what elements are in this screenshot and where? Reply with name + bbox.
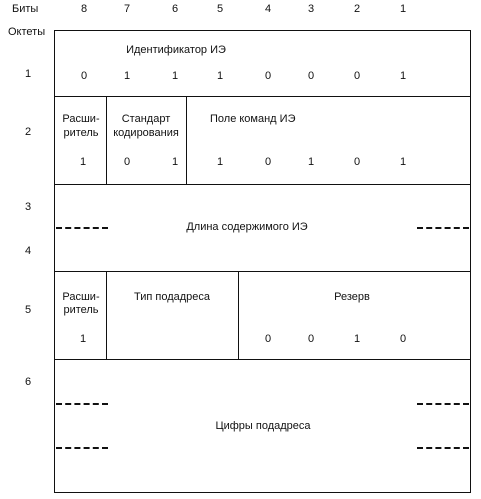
subaddress-digits-label: Цифры подадреса: [215, 420, 311, 432]
subaddress-dash-right-bottom: [417, 447, 469, 449]
row1-bit-3: 0: [307, 70, 315, 82]
reserve-bit-2: 1: [353, 333, 361, 345]
octet-number-3: 3: [24, 201, 32, 213]
coding-bit-7: 0: [123, 156, 131, 168]
reserve-bit-3: 0: [307, 333, 315, 345]
row1-bit-7: 1: [123, 70, 131, 82]
bit-number-2: 2: [353, 3, 361, 15]
row5-extension-bit: 1: [79, 333, 87, 345]
row5-divider-b: [238, 271, 239, 359]
row2-divider-a: [106, 96, 107, 184]
octet-number-6: 6: [24, 376, 32, 388]
command-bit-3: 1: [307, 156, 315, 168]
octet-number-2: 2: [24, 126, 32, 138]
command-bit-4: 0: [264, 156, 272, 168]
octet-number-4: 4: [24, 245, 32, 257]
bit-number-8: 8: [80, 3, 88, 15]
command-bit-2: 0: [353, 156, 361, 168]
ie-length-label: Длина содержимого ИЭ: [186, 221, 308, 233]
reserve-bit-1: 0: [399, 333, 407, 345]
bit-number-6: 6: [171, 3, 179, 15]
command-field-label: Поле команд ИЭ: [210, 113, 296, 125]
bit-number-5: 5: [216, 3, 224, 15]
row5-extension-line1: Расши-: [62, 291, 100, 303]
bit-number-1: 1: [399, 3, 407, 15]
octets-label: Октеты: [8, 26, 46, 38]
subaddress-dash-left-top: [56, 403, 108, 405]
subaddress-dash-right-top: [417, 403, 469, 405]
command-bit-1: 1: [399, 156, 407, 168]
bits-label: Биты: [12, 3, 39, 15]
bit-number-3: 3: [307, 3, 315, 15]
row1-bit-6: 1: [171, 70, 179, 82]
row1-bit-2: 0: [353, 70, 361, 82]
row-divider-2: [54, 184, 471, 185]
row2-divider-b: [186, 96, 187, 184]
row-divider-4: [54, 359, 471, 360]
command-bit-5: 1: [216, 156, 224, 168]
row2-extension-line2: ритель: [63, 127, 99, 139]
subaddress-dash-left-bottom: [56, 447, 108, 449]
subaddress-type-label: Тип подадреса: [133, 291, 211, 303]
row-divider-1: [54, 96, 471, 97]
octet-number-1: 1: [24, 68, 32, 80]
row5-extension-line2: ритель: [63, 304, 99, 316]
row1-bit-8: 0: [80, 70, 88, 82]
reserve-label: Резерв: [334, 291, 370, 303]
row1-bit-4: 0: [264, 70, 272, 82]
coding-standard-line2: кодирования: [113, 127, 179, 139]
bit-number-7: 7: [123, 3, 131, 15]
bit-number-4: 4: [264, 3, 272, 15]
octet-number-5: 5: [24, 304, 32, 316]
coding-standard-line1: Стандарт: [121, 113, 171, 125]
coding-bit-6: 1: [171, 156, 179, 168]
ie-identifier-label: Идентификатор ИЭ: [126, 44, 226, 56]
row2-extension-line1: Расши-: [62, 113, 100, 125]
row2-extension-bit: 1: [79, 156, 87, 168]
row1-bit-1: 1: [399, 70, 407, 82]
row-divider-3: [54, 271, 471, 272]
continuation-dash-right: [417, 227, 469, 229]
row1-bit-5: 1: [216, 70, 224, 82]
reserve-bit-4: 0: [264, 333, 272, 345]
row5-divider-a: [106, 271, 107, 359]
continuation-dash-left: [56, 227, 108, 229]
